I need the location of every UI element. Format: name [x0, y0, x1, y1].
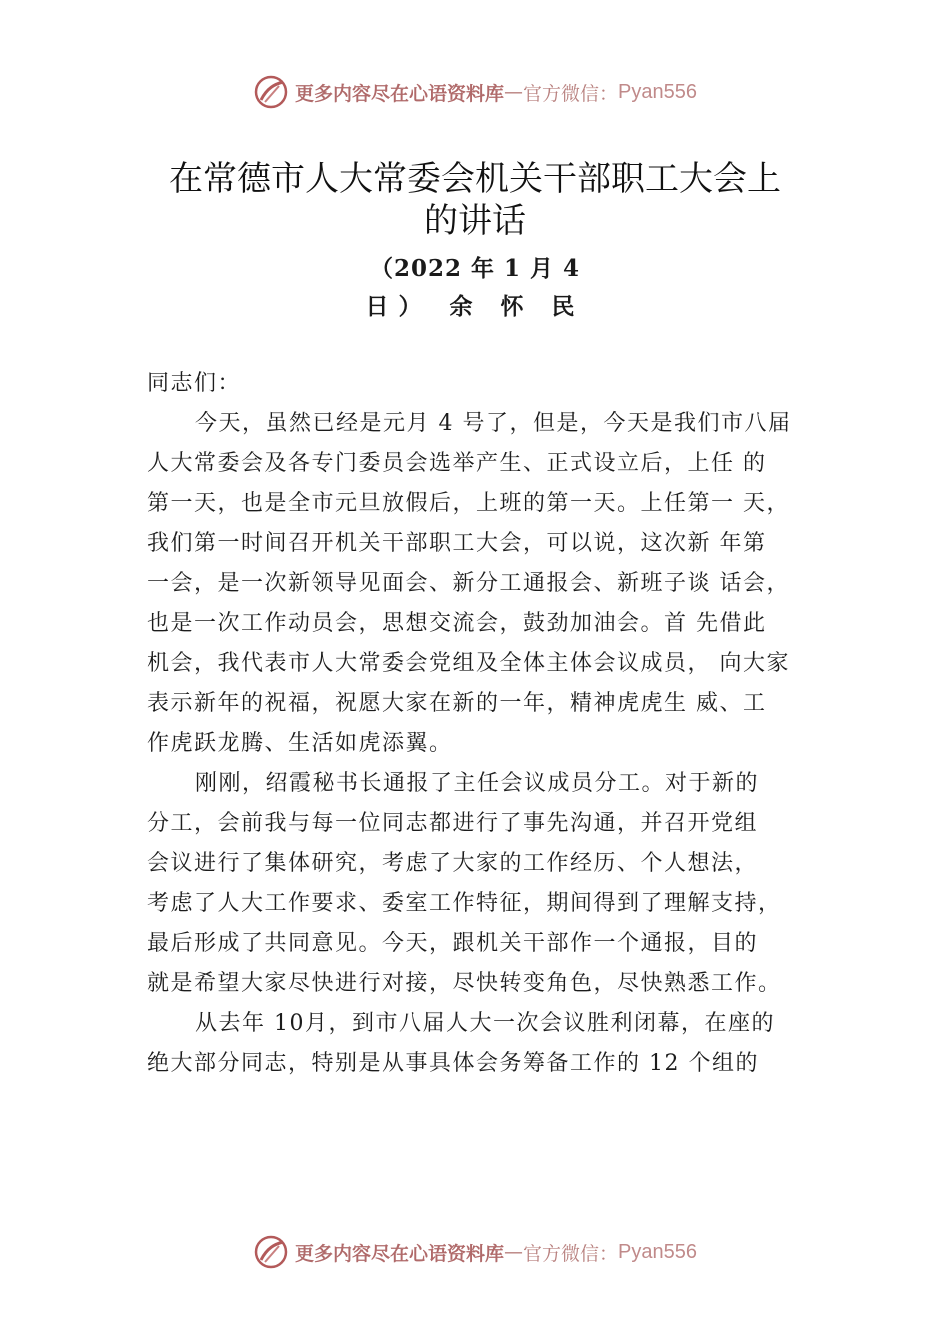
banner-wechat-id: Pyan556	[618, 1240, 697, 1263]
body-line: 今天，虽然已经是元月 4 号了，但是，今天是我们市八届	[195, 411, 792, 436]
document-title	[100, 158, 850, 242]
body-line: 考虑了人大工作要求、委室工作特征，期间得到了理解支持，	[147, 891, 782, 916]
body-line: 作虎跃龙腾、生活如虎添翼。	[147, 731, 453, 756]
header-banner	[0, 72, 950, 112]
body-line: 会议进行了集体研究，考虑了大家的工作经历、个人想法，	[147, 851, 759, 876]
body-line: 绝大部分同志，特别是从事具体会务筹备工作的 12 个组的	[147, 1051, 759, 1076]
banner-dash: —	[504, 81, 524, 103]
logo-icon	[253, 1234, 289, 1270]
banner-text: 更多内容尽在心语资料库	[295, 1242, 505, 1265]
body-line: 我们第一时间召开机关干部职工大会，可以说，这次新 年第	[147, 531, 767, 556]
body-line: 人大常委会及各专门委员会选举产生、正式设立后，上任 的	[147, 451, 767, 476]
body-line: 就是希望大家尽快进行对接，尽快转变角色，尽快熟悉工作。	[147, 971, 782, 996]
title-line-1: 在常德市人大常委会机关干部职工大会上	[169, 159, 781, 199]
banner-wechat-label: 官方微信：	[523, 1242, 619, 1265]
body-line: 第一天，也是全市元旦放假后，上班的第一天。上任第一 天，	[147, 491, 790, 516]
banner-wechat-id: Pyan556	[618, 80, 697, 103]
document-body	[147, 364, 837, 1084]
banner-wechat-label: 官方微信：	[523, 82, 619, 105]
body-line: 表示新年的祝福，祝愿大家在新的一年，精神虎虎生 威、工	[147, 691, 767, 716]
body-line: 刚刚，绍霞秘书长通报了主任会议成员分工。对于新的	[195, 771, 760, 796]
banner-dash: —	[504, 1241, 524, 1263]
date-line-1: （2022 年 1 月 4	[369, 255, 581, 282]
body-line: 也是一次工作动员会，思想交流会，鼓劲加油会。首 先借此	[147, 611, 767, 636]
title-line-2: 的讲话	[424, 201, 526, 241]
body-line: 一会，是一次新领导见面会、新分工通报会、新班子谈 话会，	[147, 571, 790, 596]
body-line: 分工，会前我与每一位同志都进行了事先沟通，并召开党组	[147, 811, 759, 836]
date-line-2: 日） 余 怀 民	[365, 293, 585, 320]
body-line: 从去年 10月，到市八届人大一次会议胜利闭幕，在座的	[195, 1011, 775, 1036]
footer-banner	[0, 1232, 950, 1272]
banner-text: 更多内容尽在心语资料库	[295, 82, 505, 105]
body-line: 机会，我代表市人大常委会党组及全体主体会议成员， 向大家	[147, 651, 790, 676]
greeting: 同志们：	[147, 371, 242, 396]
logo-icon	[253, 74, 289, 110]
body-line: 最后形成了共同意见。今天，跟机关干部作一个通报，目的	[147, 931, 759, 956]
